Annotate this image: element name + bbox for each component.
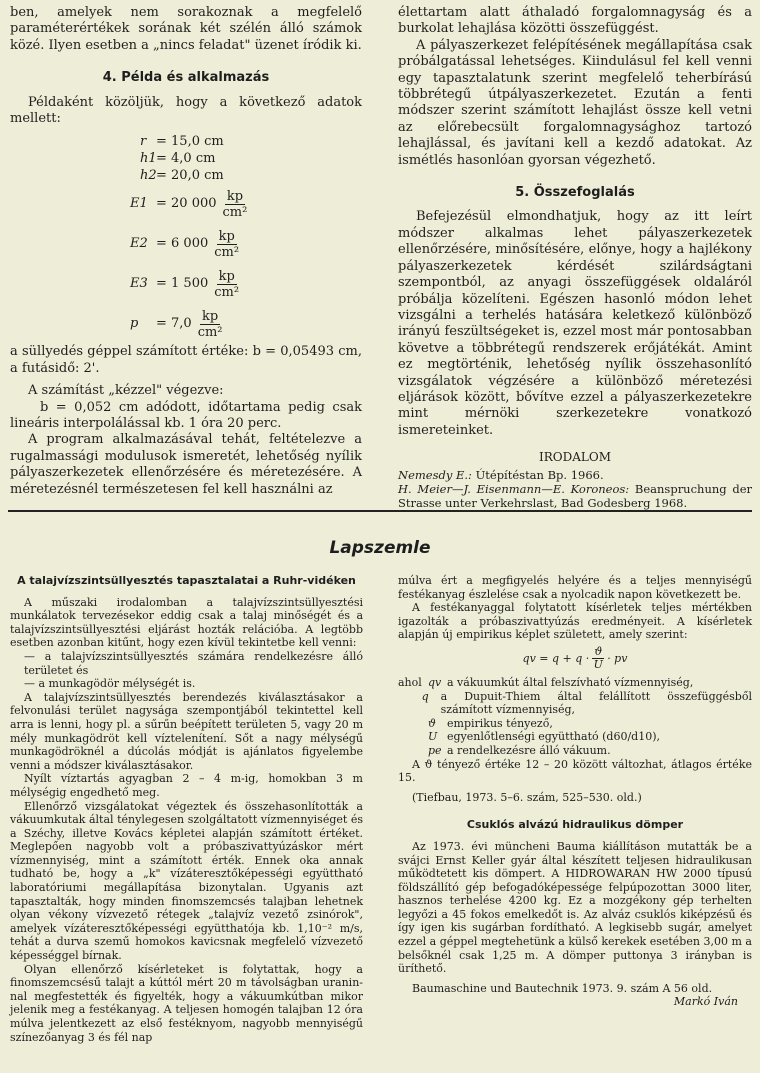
top-left-column [10,5,362,498]
reference-item: H. Meier—J. Eisenmann—E. Koroneos: Beanspruchung der Strasse unter Verkehrslast, Bad Godesberg 1968. [398,481,753,510]
equation-r: r = 15,0 cm [140,133,224,149]
paragraph: Nyílt víztartás agyagban 2 – 4 m-ig, homokban 3 m mélységig engedhető meg. [10,772,363,799]
paragraph: Olyan ellenőrző kísérleteket is folytattak, hogy a finomszemcsésű talajt a kúttól mért 20 m távolságban uranin-nal megfestették és figyelték, hogy a vákuumkútban mikor jelenik meg a festékanyag. A teljesen homogén talajban 12 óra múlva jelentkezett az első festéknyom, nagyobb mennyiségű színezőanyag 3 és fél nap [10,962,363,1044]
article-title: Csuklós alvázú hidraulikus dömper [466,818,684,832]
paragraph: b = 0,052 cm adódott, időtartama pedig csak lineáris interpolálással kb. 1 óra 20 perc. [10,399,362,432]
lapszemle-heading: Lapszemle [329,538,431,558]
section-title-5: 5. Összefoglalás [515,185,635,201]
top-right-column [398,5,752,510]
author-signature: Markó Iván [673,995,738,1009]
equation-h2: h2 = 20,0 cm [140,167,224,183]
paragraph: A festékanyaggal folytatott kísérletek teljes mértékben igazolták a próbaszivattyúzás eredményeit. A kísérletek alapján új empirikus képlet született, amely szerint: [398,601,752,642]
source-citation: Baumaschine und Bautechnik 1973. 9. szám A 56 old. [412,981,713,995]
bottom-left-column [10,574,363,1044]
equation-E1: E1 = 20 000 $\frac{kp}{\text{cm²}}$ [130,188,248,220]
paragraph: A pályaszerkezet felépítésének megállapítása csak próbálgatással lehetséges. Kiindulásul fel kell venni egy tapasztalatunk szerint megfelelő teherbírású többrétegű útpályaszerkezetet. Ezután a fenti módszer szerint számított lehajlást össze kell vetni az előrebecsült forgalomnagysághoz tartozó lehajlással, és javítani kell a kezdő adatokat. Az ismétlés hasonlóan gyorsan végezhető. [398,37,752,168]
unit-fraction: $\frac{kp}{\text{cm²}}$ [222,188,248,220]
unit-fraction: $\frac{kp}{\text{cm²}}$ [197,308,223,340]
paragraph: A program alkalmazásával tehát, feltételezve a rugalmassági modulusok ismeretét, lehetőség nyílik pályaszerkezetek ellenőrzésére és méretezésére. A méretezésnél természetesen fel kell használni az [10,432,362,497]
paragraph: A talajvízszintsüllyesztés berendezés kiválasztásakor a felvonulási terület nagysága szempontjából tekintettel kell arra is lenni, hogy pl. a sűrűn beépített területen 5, vagy 20 m mély munkagödröt kell víztelenítení. Sőt a nagy mélységű munkagödröknél a dúcolás módját is ajánlatos figyelembe venni a módszer kiválasztásakor. [10,690,363,772]
equation-E3: E3 = 1 500 $\frac{kp}{\text{cm²}}$ [130,268,240,300]
reference-list [398,468,752,510]
section-divider [8,510,752,512]
paragraph: a süllyedés géppel számított értéke: b = 0,05493 cm, a futásidő: 2'. [10,344,362,376]
equation-block [10,133,362,344]
paragraph: ben, amelyek nem sorakoznak a megfelelő paraméterértékek sorának két szélén álló számok közé. Ilyen esetben a „nincs feladat" üzenet íródik ki. [10,5,362,53]
equation-p: p = 7,0 $\frac{kp}{\text{cm²}}$ [130,308,223,340]
unit-fraction: $\frac{kp}{\text{cm²}}$ [214,228,240,260]
formula: qv = q + q · $\frac{ϑ}{U}$ · pv [522,645,628,672]
equation-E2: E2 = 6 000 $\frac{kp}{\text{cm²}}$ [130,228,240,260]
paragraph: Példaként közöljük, hogy a következő adatok mellett: [10,94,362,127]
reference-item: Nemesdy E.: Útépítéstan Bp. 1966. [398,467,604,482]
paragraph: Befejezésül elmondhatjuk, hogy az itt leírt módszer alkalmas lehet pályaszerkezetek ellenőrzésére, minősítésére, előnye, hogy a hajlékony pályaszerkezetek kérdését szilárdságtani szempontból, az anyagi összefüggések oldaláról próbálja közelíteni. Egészen hasonló módon lehet vizsgálni a terhelés hatására keletkező különböző irányú feszültségeket is, ezzel most már pontosabban követve a többrétegű rendszerek erőjátékát. Amint ez megtörténik, lehetőség nyílik összehasonlító vizsgálatok végzésére a különböző méretezési eljárások között, bővítve ezzel a pályaszerkezetekre mint mérnöki szerkezetekre vonatkozó ismereteinket. [398,209,752,438]
paragraph: A műszaki irodalomban a talajvízszintsüllyesztési munkálatok tervezésekor eddig csak a talaj minőségét és a talajvízszintsüllyesztési eljárást hozták relációba. A legtöbb esetben azonban kitűnt, hogy ezen kívül tekintetbe kell venni: [10,595,363,650]
bottom-right-column [398,574,752,1009]
list-item: — a munkagödör mélységét is. [24,677,196,691]
paragraph: Ellenőrző vizsgálatokat végeztek és összehasonlították a vákuumkutak által ténylegesen szolgáltatott vízmennyiséget és a Széchy, illetve Kovács képletei alapján számított értéket. Meglepően nagyobb volt a próbaszivattyúzáskor mért vízmennyiség, mint a számított érték. Ennek oka annak tudható be, hogy a „k" vízáteresztőképességi együttható laboratóriumi megállapítása bizonytalan. Ugyanis azt tapasztalták, hogy minden finomszemcsés talajban lehetnek olyan vékony vízvezető rétegek „talajvíz vezető zsinórok", amelyek vízáteresztőképességi együtthatója kb. 1,10⁻² m/s, tehát a durva szemű homokos kavicsnak megfelelő vízvezető képességgel bírnak. [10,799,363,963]
paragraph: élettartam alatt áthaladó forgalomnagyság és a burkolat lehajlása közötti összefüggést. [398,5,752,37]
section-title-4: 4. Példa és alkalmazás [102,70,270,86]
list-item: — a talajvízszintsüllyesztés számára rendelkezésre álló területet és [24,649,363,677]
equation-h1: h1 = 4,0 cm [140,150,216,166]
article-title: A talajvízszintsüllyesztés tapasztalatai a Ruhr-vidéken [17,574,356,587]
paragraph: A ϑ tényező értéke 12 – 20 között változhat, átlagos értéke 15. [398,757,752,785]
definition-item: q a Dupuit-Thiem által felállított összefüggésből számított vízmennyiség, [421,689,752,717]
unit-fraction: $\frac{kp}{\text{cm²}}$ [214,268,240,300]
paragraph: A számítást „kézzel" végezve: [28,383,224,399]
definition-item: ϑ empirikus tényező, [428,716,553,730]
definition-item: pe a rendelkezésre álló vákuum. [428,743,611,757]
paragraph: múlva ért a megfigyelés helyére és a teljes mennyiségű festékanyag észlelése csak a nyolcadik napon következett be. [398,574,752,601]
references-title: IRODALOM [539,450,611,465]
definition-item: U egyenlőtlenségi együttható (d60/d10), [428,730,660,744]
paragraph: Az 1973. évi müncheni Bauma kiállításon mutatták be a svájci Ernst Keller gyár által készített teljesen hidraulikusan működtetett kis dömpert. A HIDROWARAN HW 2000 típusú földszállító gép befogadóképessége felpúpozottan 3000 liter, hasznos terhelése 4200 kg. Ez a mozgékony gép terhelten legyőzi a 45 fokos emelkedőt is. Az alváz csuklós kiképzésű és így igen kis sugárban fordítható. A legkisebb sugár, amelyet ezzel a géppel megtehetünk a külső kerekek esetében 3,00 m a belsőknél csak 1,25 m. A dömper puttonya 3 irányban is üríthető. [398,839,752,976]
definition-item: ahol qv a vákuumkút által felszívható vízmennyiség, [398,675,694,689]
formula-fraction: $\frac{ϑ}{U}$ [593,645,603,672]
source-citation: (Tiefbau, 1973. 5–6. szám, 525–530. old.) [412,790,642,804]
